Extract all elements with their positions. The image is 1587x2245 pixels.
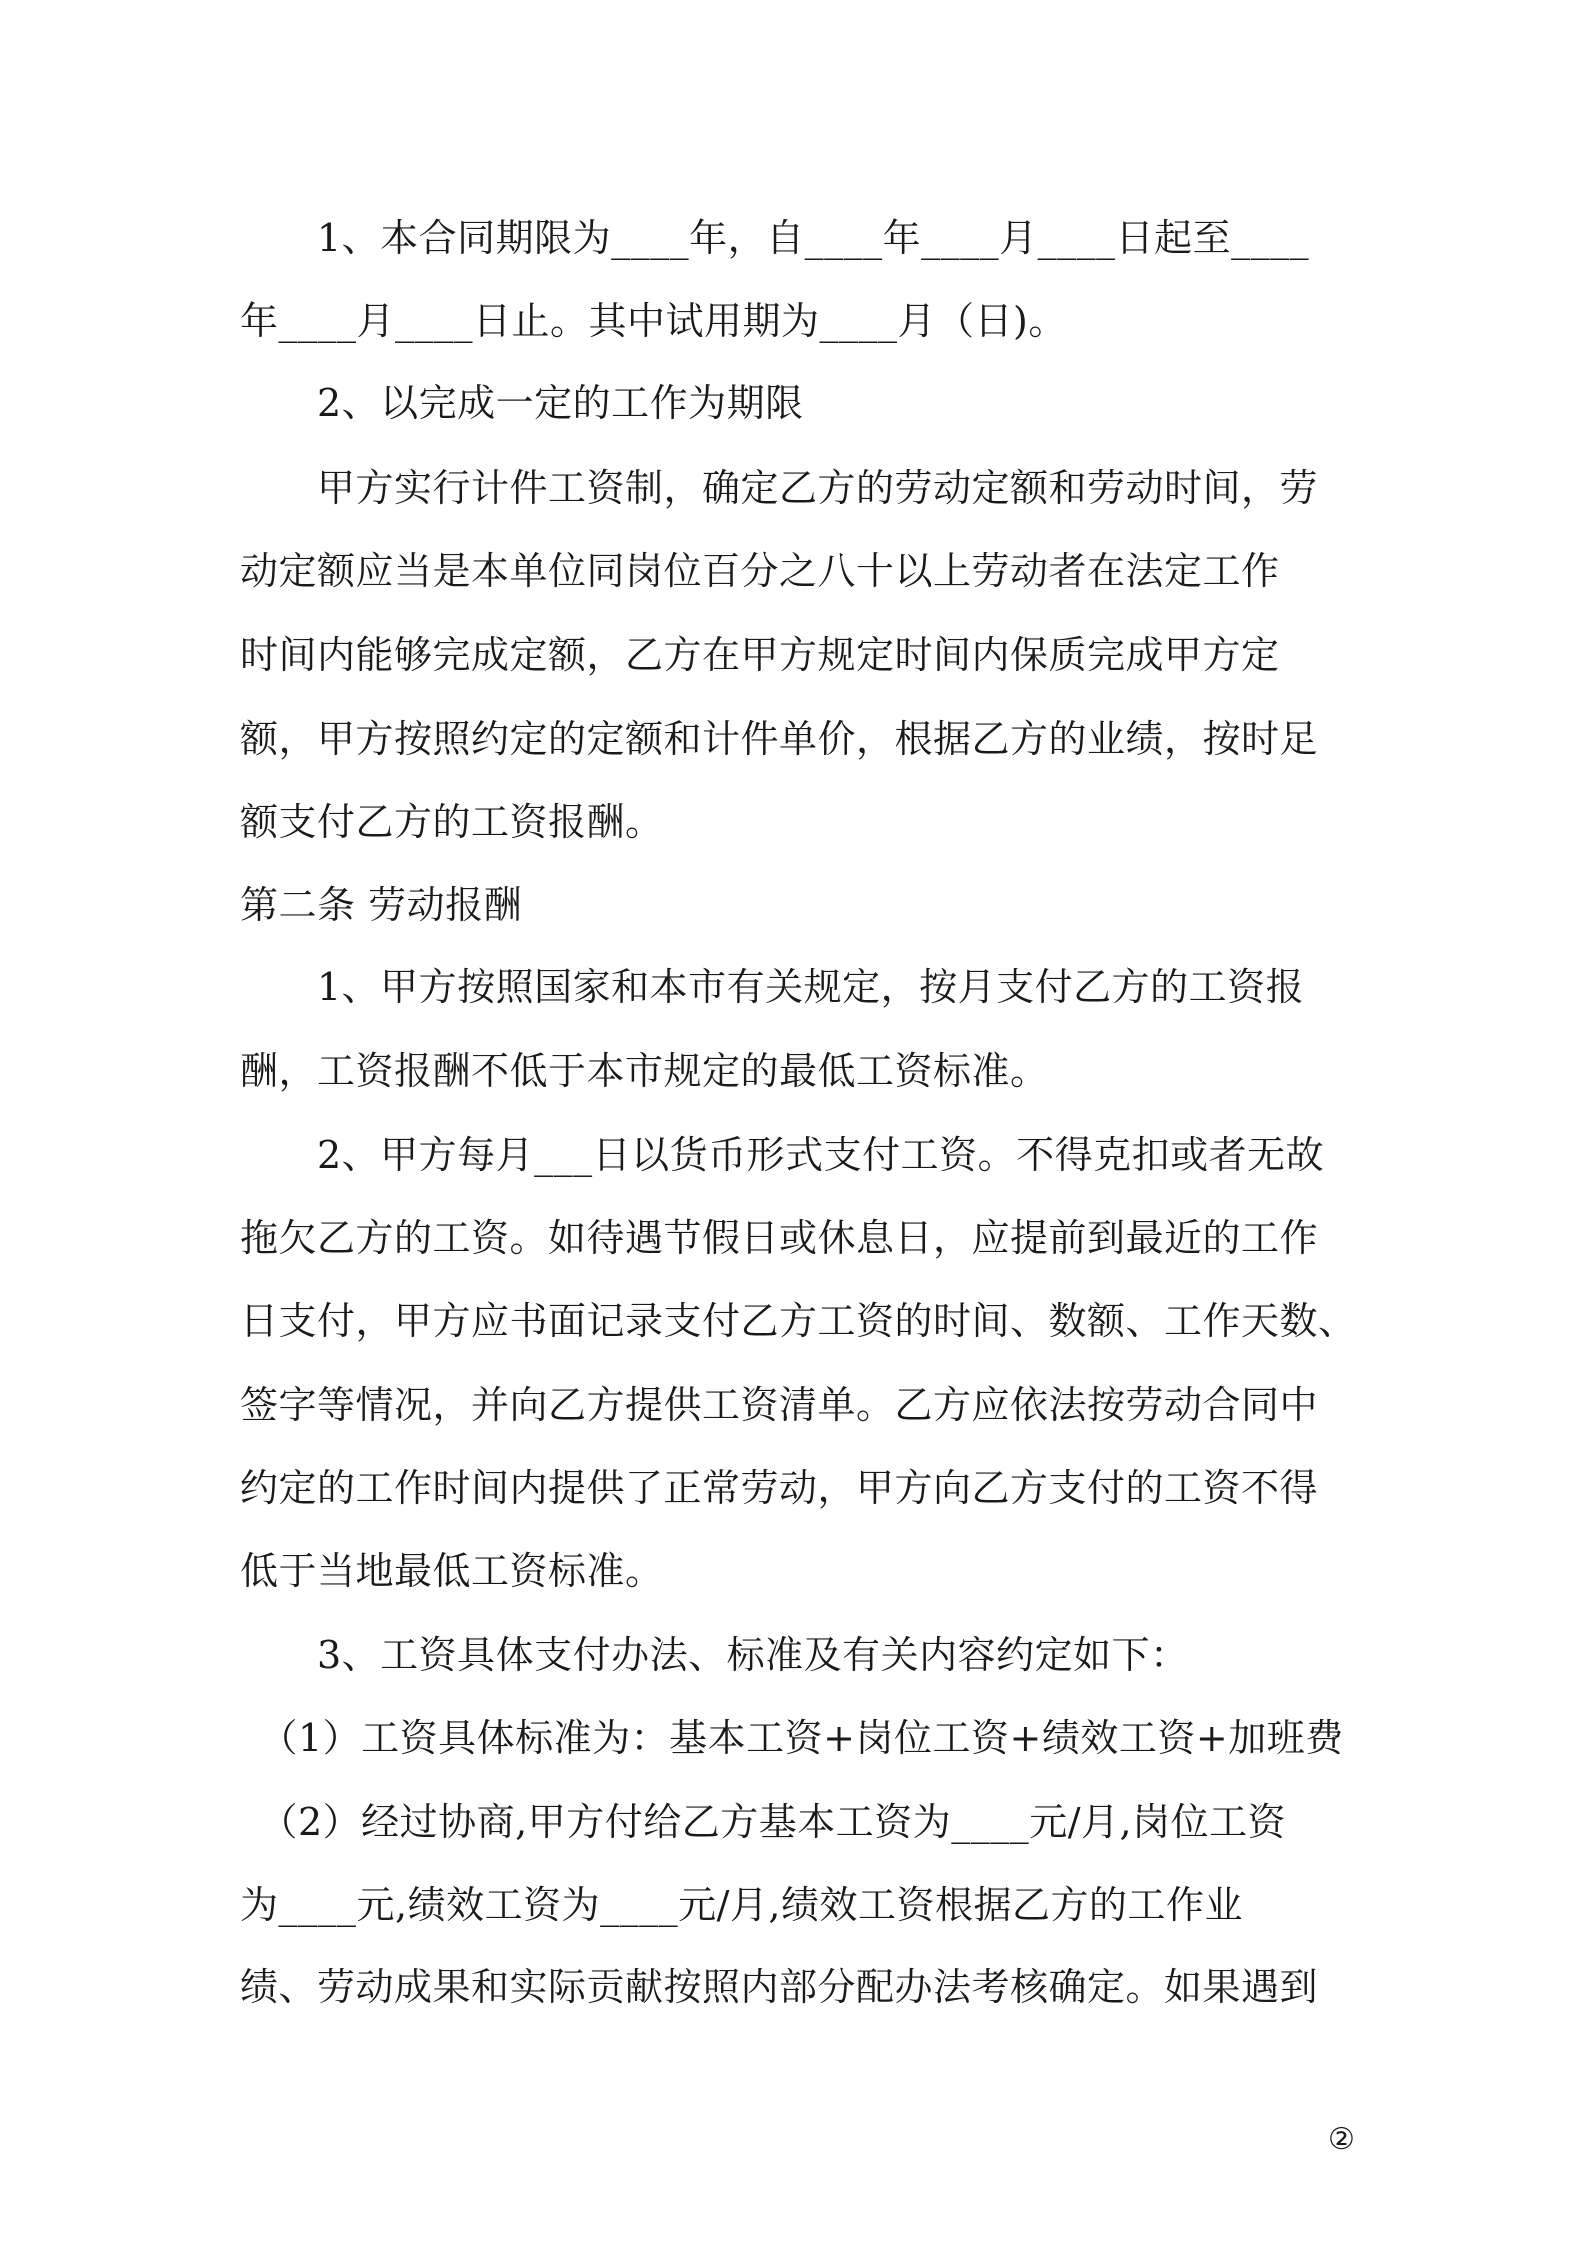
text-line: 额，甲方按照约定的定额和计件单价，根据乙方的业绩，按时足 [240,717,1319,761]
text-line: （1）工资具体标准为：基本工资+岗位工资+绩效工资+加班费 [240,1716,1344,1760]
text-line: 年____月____日止。其中试用期为____月（日)。 [240,299,1067,343]
text-line: 动定额应当是本单位同岗位百分之八十以上劳动者在法定工作 [240,549,1280,593]
text-line: 签字等情况，并向乙方提供工资清单。乙方应依法按劳动合同中 [240,1383,1319,1427]
text-line: 2、甲方每月___日以货币形式支付工资。不得克扣或者无故 [240,1133,1325,1177]
text-line: 约定的工作时间内提供了正常劳动，甲方向乙方支付的工资不得 [240,1466,1319,1510]
text-line: 为____元,绩效工资为____元/月,绩效工资根据乙方的工作业 [240,1883,1243,1927]
text-line: 绩、劳动成果和实际贡献按照内部分配办法考核确定。如果遇到 [240,1965,1319,2009]
text-line: 3、工资具体支付办法、标准及有关内容约定如下： [240,1633,1189,1677]
text-line: 1、本合同期限为____年，自____年____月____日起至____ [240,216,1310,260]
text-line: 拖欠乙方的工资。如待遇节假日或休息日，应提前到最近的工作 [240,1216,1319,1260]
text-line: 时间内能够完成定额，乙方在甲方规定时间内保质完成甲方定 [240,633,1280,677]
text-line: 甲方实行计件工资制，确定乙方的劳动定额和劳动时间，劳 [240,466,1319,510]
text-line: 1、甲方按照国家和本市有关规定，按月支付乙方的工资报 [240,965,1305,1009]
text-line: 2、以完成一定的工作为期限 [240,381,804,425]
text-line: 额支付乙方的工资报酬。 [240,800,664,844]
page-number: ② [1328,2122,1355,2157]
text-line: 日支付，甲方应书面记录支付乙方工资的时间、数额、工作天数、 [240,1299,1357,1343]
text-line: 酬，工资报酬不低于本市规定的最低工资标准。 [240,1049,1049,1093]
section-heading: 第二条 劳动报酬 [240,883,523,927]
text-line: 低于当地最低工资标准。 [240,1549,664,1593]
text-line: （2）经过协商,甲方付给乙方基本工资为____元/月,岗位工资 [240,1800,1287,1844]
